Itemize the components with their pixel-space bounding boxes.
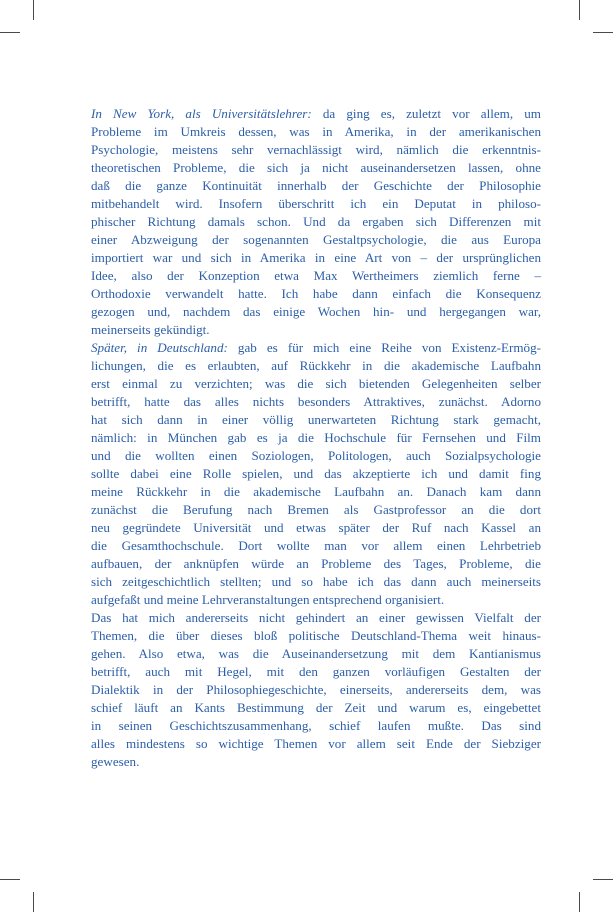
line-text: mitbehandelt wird. Insofern überschritt ich ein Deputat in philoso- [91, 196, 541, 211]
line-text: Probleme im Umkreis dessen, was in Amerika, in der amerikanischen [91, 124, 541, 139]
line-text: schief läuft an Kants Bestimmung der Zeit und warum es, eingebettet [91, 700, 541, 715]
line-text: gewesen. [91, 754, 140, 769]
line-text: erst einmal zu verzichten; was die sich bietenden Gelegenheiten selber [91, 376, 541, 391]
text-line [91, 537, 541, 555]
line-text: die Gesamthochschule. Dort wollte man vor allem einen Lehrbetrieb [91, 538, 541, 553]
text-line [91, 249, 541, 267]
text-line [91, 339, 541, 357]
text-line [91, 519, 541, 537]
line-text: Psychologie, meistens sehr vernachlässigt wird, nämlich die erkenntnis- [91, 142, 541, 157]
line-text: Themen, die über dieses bloß politische Deutschland-Thema weit hinaus- [91, 628, 541, 643]
line-text: neu gegründete Universität und etwas später der Ruf nach Kassel an [91, 520, 541, 535]
text-line [91, 699, 541, 717]
text-line [91, 105, 541, 123]
text-line [91, 717, 541, 735]
text-line [91, 501, 541, 519]
crop-mark-bottom-right-vertical [579, 892, 580, 912]
line-text: gehen. Also etwa, was die Auseinandersetzung mit dem Kantianismus [91, 646, 541, 661]
crop-mark-top-right-vertical [579, 0, 580, 20]
text-line [91, 555, 541, 573]
line-text: Das hat mich andererseits nicht gehindert an einer gewissen Vielfalt der [91, 610, 541, 625]
line-text: zunächst die Berufung nach Bremen als Gastprofessor an die dort [91, 502, 541, 517]
body-text [91, 105, 541, 771]
line-text: betrifft, auch mit Hegel, mit den ganzen vorläufigen Gestalten der [91, 664, 541, 679]
crop-mark-bottom-right-horizontal [593, 879, 613, 880]
line-text: lichungen, die es erlaubten, auf Rückkehr in die akademische Laufbahn [91, 358, 541, 373]
text-line [91, 627, 541, 645]
text-line [91, 393, 541, 411]
line-text: meinerseits gekündigt. [91, 322, 210, 337]
text-line [91, 663, 541, 681]
line-text: sich zeitgeschichtlich stellten; und so habe ich das dann auch meinerseits [91, 574, 541, 589]
text-line [91, 177, 541, 195]
paragraph-lead: Später, in Deutschland: [91, 340, 228, 355]
line-text: Orthodoxie verwandelt hatte. Ich habe dann einfach die Konsequenz [91, 286, 541, 301]
text-line [91, 375, 541, 393]
text-line [91, 609, 541, 627]
text-line [91, 303, 541, 321]
text-line [91, 231, 541, 249]
crop-mark-bottom-left-horizontal [0, 879, 20, 880]
line-text: meine Rückkehr in die akademische Laufbahn an. Danach kam dann [91, 484, 541, 499]
text-line [91, 573, 541, 591]
line-text: sollte dabei eine Rolle spielen, und das akzeptierte ich und damit fing [91, 466, 541, 481]
line-text: Idee, also der Konzeption etwa Max Wertheimers ziemlich ferne – [91, 268, 541, 283]
text-line [91, 141, 541, 159]
text-line [91, 285, 541, 303]
text-line [91, 753, 541, 771]
line-text: betrifft, hatte das alles nichts besonders Attraktives, zunächst. Adorno [91, 394, 541, 409]
line-text: und die wollten einen Soziologen, Politologen, auch Sozialpsychologie [91, 448, 541, 463]
text-line [91, 123, 541, 141]
paragraph [91, 339, 541, 609]
line-text: da ging es, zuletzt vor allem, um [311, 106, 541, 121]
text-line [91, 483, 541, 501]
line-text: aufgefaßt und meine Lehrveranstaltungen entsprechend organisiert. [91, 592, 445, 607]
crop-mark-top-right-horizontal [593, 32, 613, 33]
crop-mark-top-left-vertical [33, 0, 34, 20]
line-text: in seinen Geschichtszusammenhang, schief laufen mußte. Das sind [91, 718, 541, 733]
text-line [91, 357, 541, 375]
line-text: Dialektik in der Philosophiegeschichte, einerseits, andererseits dem, was [91, 682, 541, 697]
text-line [91, 591, 541, 609]
line-text: theoretischen Probleme, die sich ja nicht auseinandersetzen lassen, ohne [91, 160, 541, 175]
text-line [91, 429, 541, 447]
crop-mark-top-left-horizontal [0, 32, 20, 33]
line-text: daß die ganze Kontinuität innerhalb der Geschichte der Philosophie [91, 178, 541, 193]
text-line [91, 321, 541, 339]
text-line [91, 195, 541, 213]
line-text: hat sich dann in einer völlig unerwarteten Richtung stark gemacht, [91, 412, 541, 427]
text-line [91, 735, 541, 753]
line-text: nämlich: in München gab es ja die Hochschule für Fernsehen und Film [91, 430, 541, 445]
line-text: einer Abzweigung der sogenannten Gestaltpsychologie, die aus Europa [91, 232, 541, 247]
paragraph-lead: In New York, als Universitätslehrer: [91, 106, 312, 121]
text-line [91, 411, 541, 429]
text-line [91, 465, 541, 483]
text-line [91, 645, 541, 663]
line-text: gezogen und, nachdem das einige Wochen hin- und hergegangen war, [91, 304, 541, 319]
line-text: importiert war und sich in Amerika in eine Art von – der ursprünglichen [91, 250, 541, 265]
paragraph [91, 609, 541, 771]
text-line [91, 213, 541, 231]
line-text: phischer Richtung damals schon. Und da ergaben sich Differenzen mit [91, 214, 541, 229]
crop-mark-bottom-left-vertical [33, 892, 34, 912]
text-line [91, 447, 541, 465]
line-text: gab es für mich eine Reihe von Existenz-Ermög- [227, 340, 541, 355]
line-text: aufbauen, der anknüpfen würde an Probleme des Tages, Probleme, die [91, 556, 541, 571]
paragraph [91, 105, 541, 339]
text-line [91, 267, 541, 285]
text-line [91, 159, 541, 177]
text-line [91, 681, 541, 699]
line-text: alles mindestens so wichtige Themen vor allem seit Ende der Siebziger [91, 736, 541, 751]
